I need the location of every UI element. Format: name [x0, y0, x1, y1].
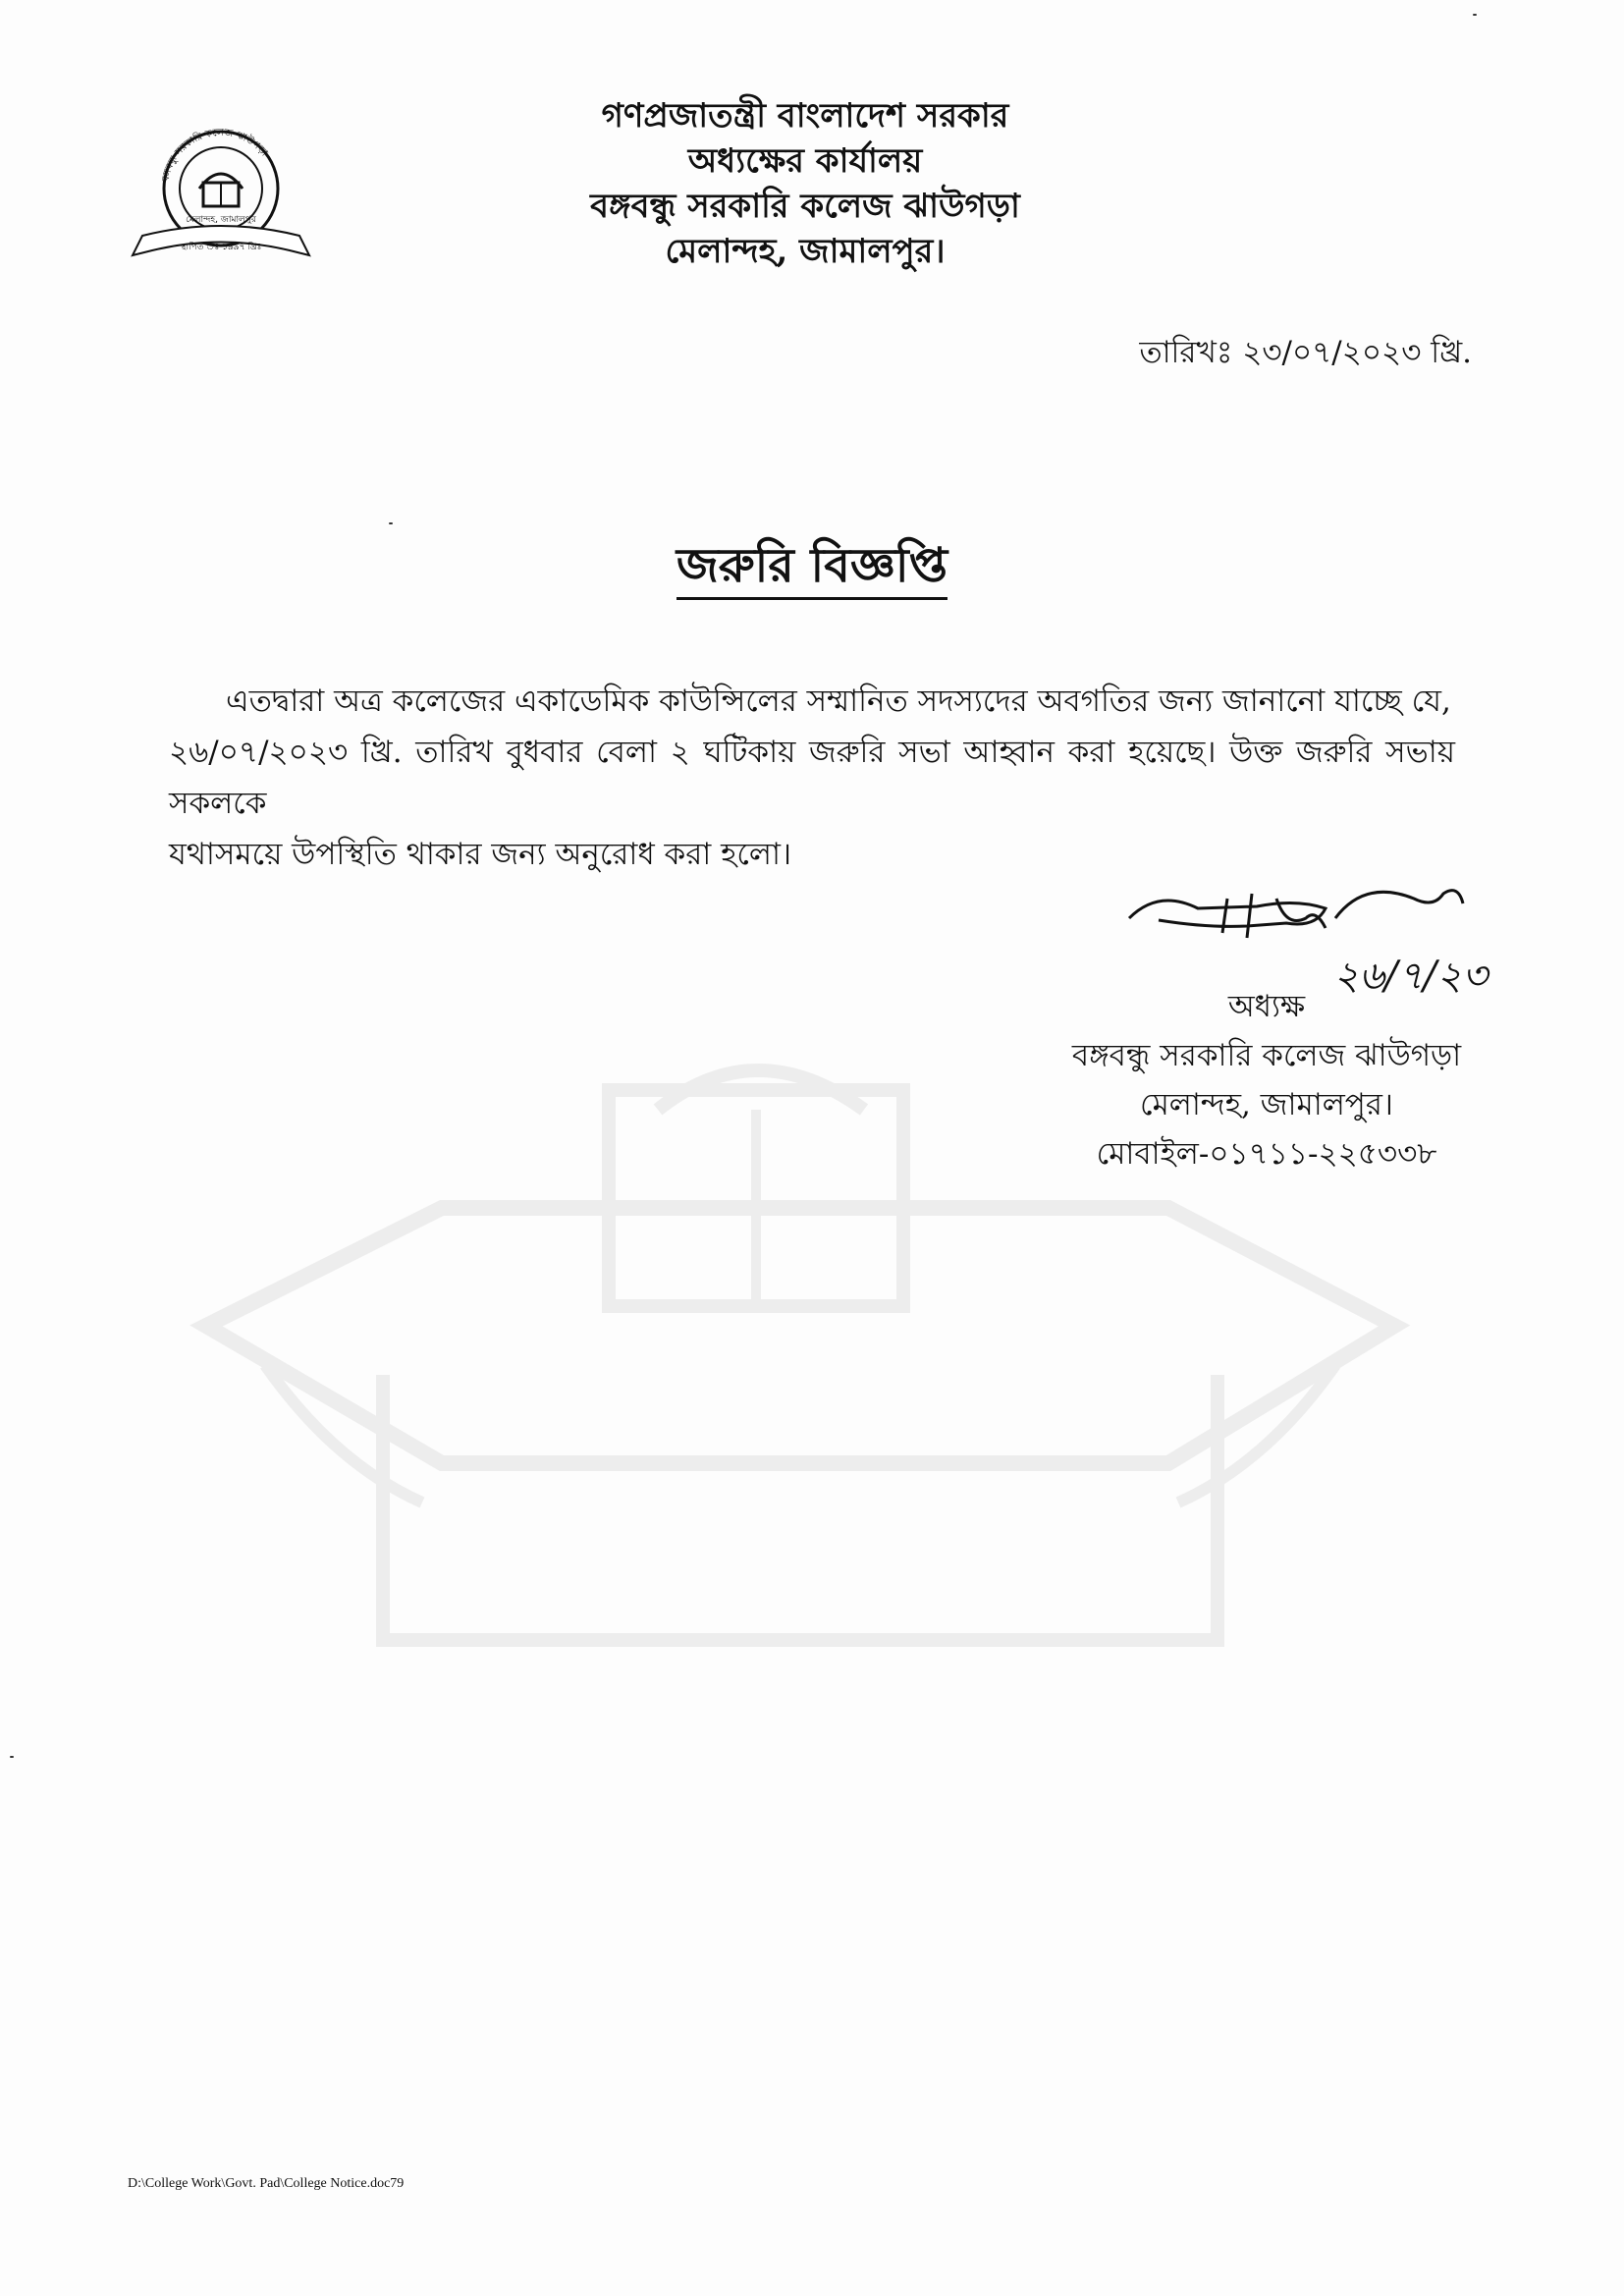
address-line: মেলান্দহ, জামালপুর। [665, 232, 946, 271]
signatory-location: মেলান্দহ, জামালপুর। [1140, 1087, 1393, 1122]
notice-body [169, 676, 1455, 880]
notice-date: তারিখঃ ২৩/০৭/২০২৩ খ্রি. [1139, 335, 1472, 370]
college-seal-logo [123, 128, 319, 275]
body-line-2: ২৬/০৭/২০২৩ খ্রি. তারিখ বুধবার বেলা ২ ঘটিকায় জরুরি সভা আহ্বান করা হয়েছে। উক্ত জরুরি সভায় সকলকে [169, 735, 1455, 821]
seal-ring-text: বঙ্গবন্ধু সরকারি কলেজ ঝাউগড়া [160, 128, 270, 183]
letterhead [550, 93, 1060, 274]
file-path-footer: D:\College Work\Govt. Pad\College Notice.doc79 [128, 2176, 405, 2191]
seal-established: স্থাপিত ঃ ১৯৯৭ খ্রিঃ [180, 243, 262, 252]
signatory-college: বঙ্গবন্ধু সরকারি কলেজ ঝাউগড়া [1071, 1038, 1462, 1073]
body-line-1: এতদ্বারা অত্র কলেজের একাডেমিক কাউন্সিলের সম্মানিত সদস্যদের অবগতির জন্য জানানো যাচ্ছে যে, [226, 683, 1451, 719]
college-name-line: বঙ্গবন্ধু সরকারি কলেজ ঝাউগড়া [590, 187, 1020, 226]
signature-date: ২৬/৭/২৩ [1333, 954, 1488, 999]
seal-location: মেলান্দহ, জামালপুর [186, 215, 256, 225]
signatory-block [1060, 982, 1473, 1178]
signatory-mobile: মোবাইল-০১৭১১-২২৫৩৩৮ [1096, 1136, 1437, 1172]
notice-title-block [0, 530, 1624, 608]
scan-speck [10, 1756, 14, 1758]
signatory-designation: অধ্যক্ষ [1227, 989, 1306, 1024]
notice-title: জরুরি বিজ্ঞপ্তি [677, 538, 947, 600]
office-line: অধ্যক্ষের কার্যালয় [687, 141, 923, 181]
government-line: গণপ্রজাতন্ত্রী বাংলাদেশ সরকার [601, 96, 1009, 136]
scan-speck [389, 522, 393, 524]
scan-speck [1473, 14, 1477, 16]
body-line-3: যথাসময়ে উপস্থিতি থাকার জন্য অনুরোধ করা হলো। [169, 837, 792, 872]
